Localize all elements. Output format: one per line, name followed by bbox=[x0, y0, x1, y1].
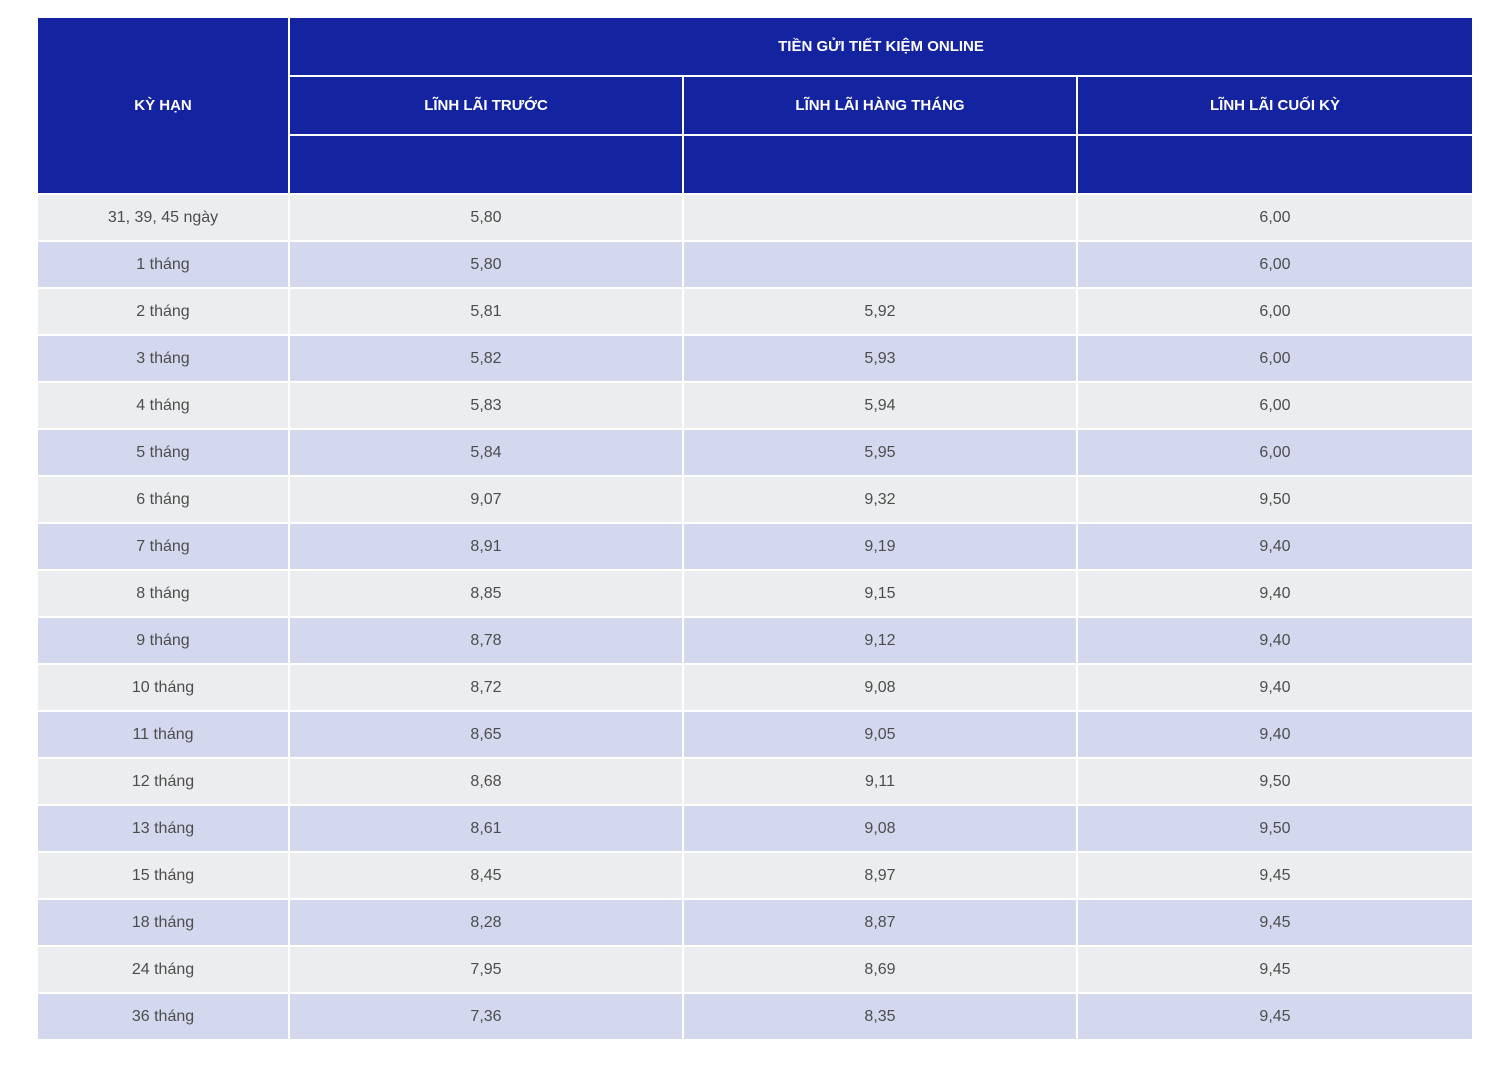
column-header-term: KỲ HẠN bbox=[38, 18, 288, 193]
rate-cell: 7,95 bbox=[290, 947, 682, 992]
rate-cell bbox=[684, 195, 1076, 240]
term-cell: 15 tháng bbox=[38, 853, 288, 898]
rate-cell: 8,97 bbox=[684, 853, 1076, 898]
rate-cell: 6,00 bbox=[1078, 289, 1472, 334]
rate-cell: 5,84 bbox=[290, 430, 682, 475]
term-cell: 11 tháng bbox=[38, 712, 288, 757]
table-group-header: TIỀN GỬI TIẾT KIỆM ONLINE bbox=[290, 18, 1472, 75]
table-row bbox=[38, 806, 1472, 851]
term-cell: 13 tháng bbox=[38, 806, 288, 851]
rate-cell: 8,35 bbox=[684, 994, 1076, 1039]
table-row bbox=[38, 289, 1472, 334]
column-header-linh-lai-hang-thang: LĨNH LÃI HÀNG THÁNG bbox=[684, 77, 1076, 134]
rate-cell: 9,45 bbox=[1078, 900, 1472, 945]
term-cell: 24 tháng bbox=[38, 947, 288, 992]
rate-cell: 9,40 bbox=[1078, 712, 1472, 757]
rate-cell: 5,80 bbox=[290, 242, 682, 287]
rate-cell: 8,87 bbox=[684, 900, 1076, 945]
rate-cell: 8,28 bbox=[290, 900, 682, 945]
rate-cell: 8,72 bbox=[290, 665, 682, 710]
rate-cell: 9,12 bbox=[684, 618, 1076, 663]
interest-rate-table bbox=[36, 16, 1474, 1041]
column-header-linh-lai-truoc: LĨNH LÃI TRƯỚC bbox=[290, 77, 682, 134]
rate-cell: 9,08 bbox=[684, 665, 1076, 710]
term-cell: 8 tháng bbox=[38, 571, 288, 616]
rate-cell: 7,36 bbox=[290, 994, 682, 1039]
table-row bbox=[38, 900, 1472, 945]
rate-cell: 9,19 bbox=[684, 524, 1076, 569]
rate-cell: 8,69 bbox=[684, 947, 1076, 992]
table-row bbox=[38, 571, 1472, 616]
rate-cell: 5,95 bbox=[684, 430, 1076, 475]
rate-cell: 9,50 bbox=[1078, 806, 1472, 851]
empty-header-cell bbox=[684, 136, 1076, 193]
table-row bbox=[38, 242, 1472, 287]
rate-cell: 8,45 bbox=[290, 853, 682, 898]
empty-header-cell bbox=[1078, 136, 1472, 193]
rate-cell: 9,50 bbox=[1078, 477, 1472, 522]
term-cell: 3 tháng bbox=[38, 336, 288, 381]
table-row bbox=[38, 195, 1472, 240]
rate-cell: 6,00 bbox=[1078, 430, 1472, 475]
table-row bbox=[38, 430, 1472, 475]
rate-cell: 5,80 bbox=[290, 195, 682, 240]
rate-cell: 6,00 bbox=[1078, 242, 1472, 287]
rate-cell: 9,50 bbox=[1078, 759, 1472, 804]
term-cell: 2 tháng bbox=[38, 289, 288, 334]
rate-cell: 8,78 bbox=[290, 618, 682, 663]
table-row bbox=[38, 383, 1472, 428]
rate-cell: 5,93 bbox=[684, 336, 1076, 381]
term-cell: 6 tháng bbox=[38, 477, 288, 522]
rate-cell: 5,81 bbox=[290, 289, 682, 334]
header-row-group bbox=[38, 18, 1472, 75]
rate-cell: 9,40 bbox=[1078, 524, 1472, 569]
rate-cell: 9,45 bbox=[1078, 994, 1472, 1039]
rate-cell: 9,15 bbox=[684, 571, 1076, 616]
rate-cell: 9,40 bbox=[1078, 665, 1472, 710]
rate-cell: 9,45 bbox=[1078, 853, 1472, 898]
term-cell: 5 tháng bbox=[38, 430, 288, 475]
term-cell: 10 tháng bbox=[38, 665, 288, 710]
rate-cell bbox=[684, 242, 1076, 287]
empty-header-cell bbox=[290, 136, 682, 193]
rate-cell: 9,08 bbox=[684, 806, 1076, 851]
rate-cell: 9,11 bbox=[684, 759, 1076, 804]
rate-cell: 8,91 bbox=[290, 524, 682, 569]
term-cell: 12 tháng bbox=[38, 759, 288, 804]
rate-cell: 5,92 bbox=[684, 289, 1076, 334]
table-row bbox=[38, 994, 1472, 1039]
rate-cell: 9,40 bbox=[1078, 618, 1472, 663]
rate-cell: 9,45 bbox=[1078, 947, 1472, 992]
rate-cell: 5,82 bbox=[290, 336, 682, 381]
rate-cell: 6,00 bbox=[1078, 195, 1472, 240]
rate-cell: 9,07 bbox=[290, 477, 682, 522]
table-row bbox=[38, 947, 1472, 992]
table-row bbox=[38, 336, 1472, 381]
table-row bbox=[38, 618, 1472, 663]
table-row bbox=[38, 759, 1472, 804]
rate-cell: 9,05 bbox=[684, 712, 1076, 757]
table-row bbox=[38, 853, 1472, 898]
table-row bbox=[38, 524, 1472, 569]
rate-cell: 6,00 bbox=[1078, 383, 1472, 428]
rate-cell: 5,94 bbox=[684, 383, 1076, 428]
rate-table bbox=[36, 16, 1474, 1041]
rate-cell: 8,85 bbox=[290, 571, 682, 616]
rate-cell: 9,40 bbox=[1078, 571, 1472, 616]
term-cell: 31, 39, 45 ngày bbox=[38, 195, 288, 240]
rate-table-body bbox=[38, 195, 1472, 1039]
term-cell: 18 tháng bbox=[38, 900, 288, 945]
column-header-linh-lai-cuoi-ky: LĨNH LÃI CUỐI KỲ bbox=[1078, 77, 1472, 134]
rate-cell: 9,32 bbox=[684, 477, 1076, 522]
table-row bbox=[38, 477, 1472, 522]
rate-cell: 5,83 bbox=[290, 383, 682, 428]
table-row bbox=[38, 665, 1472, 710]
table-row bbox=[38, 712, 1472, 757]
term-cell: 1 tháng bbox=[38, 242, 288, 287]
rate-cell: 8,61 bbox=[290, 806, 682, 851]
rate-cell: 6,00 bbox=[1078, 336, 1472, 381]
term-cell: 36 tháng bbox=[38, 994, 288, 1039]
rate-cell: 8,68 bbox=[290, 759, 682, 804]
term-cell: 4 tháng bbox=[38, 383, 288, 428]
rate-cell: 8,65 bbox=[290, 712, 682, 757]
term-cell: 9 tháng bbox=[38, 618, 288, 663]
term-cell: 7 tháng bbox=[38, 524, 288, 569]
